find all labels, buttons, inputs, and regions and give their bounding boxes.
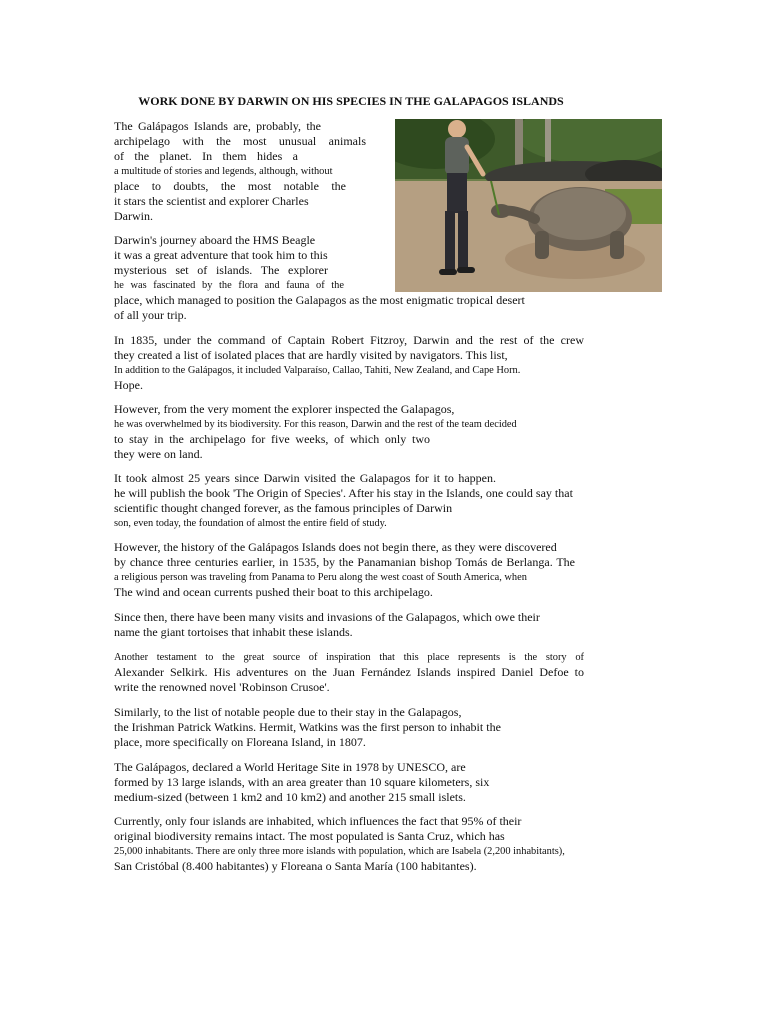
paragraph-9-line-3: place, more specifically on Floreana Island, in 1807. <box>114 735 366 749</box>
paragraph-1-line-4: a multitude of stories and legends, although, without <box>114 166 333 177</box>
paragraph-6-line-4: The wind and ocean currents pushed their boat to this archipelago. <box>114 585 433 599</box>
paragraph-5-line-3: scientific thought changed forever, as the famous principles of Darwin <box>114 501 453 515</box>
paragraph-11-line-1: Currently, only four islands are inhabited, which influences the fact that 95% of their <box>114 814 522 828</box>
paragraph-11-line-2: original biodiversity remains intact. The most populated is Santa Cruz, which has <box>114 829 505 843</box>
paragraph-2-line-5: place, which managed to position the Galapagos as the most enigmatic tropical desert <box>114 293 525 307</box>
paragraph-10-line-1: The Galápagos, declared a World Heritage Site in 1978 by UNESCO, are <box>114 760 466 774</box>
paragraph-11-line-4: San Cristóbal (8.400 habitantes) y Floreana o Santa María (100 habitantes). <box>114 859 477 873</box>
paragraph-4-line-1: However, from the very moment the explorer inspected the Galapagos, <box>114 402 455 416</box>
paragraph-5-line-1: It took almost 25 years since Darwin visited the Galapagos for it to happen. <box>114 471 496 485</box>
paragraph-1-line-2: archipelago with the most unusual animals <box>114 134 366 148</box>
paragraph-2-line-1: Darwin's journey aboard the HMS Beagle <box>114 233 316 247</box>
paragraph-2-line-2: it was a great adventure that took him to this <box>114 248 328 262</box>
paragraph-1-line-3: of the planet. In them hides a <box>114 149 298 163</box>
paragraph-3-line-1: In 1835, under the command of Captain Robert Fitzroy, Darwin and the rest of the crew <box>114 333 584 347</box>
paragraph-1-line-7: Darwin. <box>114 209 153 223</box>
paragraph-9-line-2: the Irishman Patrick Watkins. Hermit, Watkins was the first person to inhabit the <box>114 720 501 734</box>
document-title: WORK DONE BY DARWIN ON HIS SPECIES IN THE GALAPAGOS ISLANDS <box>138 94 564 108</box>
paragraph-4-line-3: to stay in the archipelago for five weeks, of which only two <box>114 432 430 446</box>
paragraph-1-line-6: it stars the scientist and explorer Charles <box>114 194 309 208</box>
paragraph-4-line-2: he was overwhelmed by its biodiversity. For this reason, Darwin and the rest of the team decided <box>114 419 517 430</box>
paragraph-2-line-6: of all your trip. <box>114 308 187 322</box>
paragraph-1-line-5: place to doubts, the most notable the <box>114 179 346 193</box>
paragraph-6-line-1: However, the history of the Galápagos Islands does not begin there, as they were discovered <box>114 540 557 554</box>
paragraph-10-line-3: medium-sized (between 1 km2 and 10 km2) and another 215 small islets. <box>114 790 466 804</box>
paragraph-6-line-2: by chance three centuries earlier, in 1535, by the Panamanian bishop Tomás de Berlanga. The <box>114 555 575 569</box>
paragraph-3-line-4: Hope. <box>114 378 143 392</box>
paragraph-6-line-3: a religious person was traveling from Panama to Peru along the west coast of South America, when <box>114 572 527 583</box>
tortoise-photo-illustration <box>395 119 662 292</box>
paragraph-3-line-2: they created a list of isolated places that are hardly visited by navigators. This list, <box>114 348 508 362</box>
paragraph-11-line-3: 25,000 inhabitants. There are only three more islands with population, which are Isabela (2,200 inhabitants), <box>114 846 565 857</box>
paragraph-9-line-1: Similarly, to the list of notable people due to their stay in the Galapagos, <box>114 705 462 719</box>
paragraph-7-line-1: Since then, there have been many visits and invasions of the Galapagos, which owe their <box>114 610 540 624</box>
paragraph-3-line-3: In addition to the Galápagos, it included Valparaíso, Callao, Tahiti, New Zealand, and Cape Horn. <box>114 365 521 376</box>
photo-woman-feeding-tortoise <box>395 119 662 292</box>
paragraph-7-line-2: name the giant tortoises that inhabit these islands. <box>114 625 353 639</box>
paragraph-5-line-4: son, even today, the foundation of almost the entire field of study. <box>114 518 387 529</box>
paragraph-10-line-2: formed by 13 large islands, with an area greater than 10 square kilometers, six <box>114 775 490 789</box>
paragraph-2-line-4: he was fascinated by the flora and fauna of the <box>114 280 344 291</box>
paragraph-8-line-3: write the renowned novel 'Robinson Crusoe'. <box>114 680 330 694</box>
paragraph-2-line-3: mysterious set of islands. The explorer <box>114 263 328 277</box>
paragraph-1-line-1: The Galápagos Islands are, probably, the <box>114 119 321 133</box>
paragraph-4-line-4: they were on land. <box>114 447 203 461</box>
paragraph-8-line-1: Another testament to the great source of inspiration that this place represents is the story of <box>114 652 584 663</box>
paragraph-5-line-2: he will publish the book 'The Origin of Species'. After his stay in the Islands, one could say that <box>114 486 573 500</box>
paragraph-8-line-2: Alexander Selkirk. His adventures on the Juan Fernández Islands inspired Daniel Defoe to <box>114 665 584 679</box>
